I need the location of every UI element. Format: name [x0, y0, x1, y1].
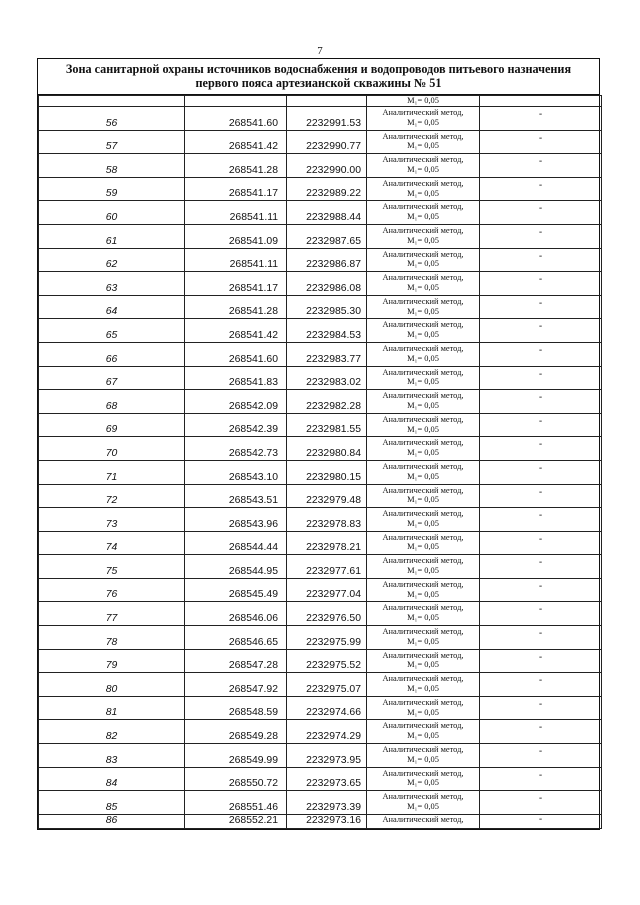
cell-method	[367, 791, 480, 815]
cell-method	[367, 484, 480, 508]
cell-coordinate-x: 268545.49	[185, 578, 287, 602]
method-accuracy: M₁= 0,05	[407, 471, 439, 481]
method-accuracy: M₁= 0,05	[407, 613, 439, 623]
method-accuracy: M₁= 0,05	[407, 164, 439, 174]
cell-note: -	[480, 390, 602, 414]
cell-point-number: 71	[39, 460, 185, 484]
cell-point-number: 64	[39, 295, 185, 319]
cell-method-continuation	[367, 96, 480, 107]
table-row	[39, 390, 602, 414]
cell-point-number: 72	[39, 484, 185, 508]
cell-method	[367, 767, 480, 791]
cell-method	[367, 413, 480, 437]
cell-note: -	[480, 649, 602, 673]
method-accuracy: M₁= 0,05	[407, 566, 439, 576]
cell-point-number: 69	[39, 413, 185, 437]
cell-coordinate-y: 2232974.29	[287, 720, 367, 744]
table-row	[39, 272, 602, 296]
cell-method	[367, 437, 480, 461]
table-row	[39, 413, 602, 437]
cell-note: -	[480, 366, 602, 390]
cell-method	[367, 342, 480, 366]
cell-empty	[287, 96, 367, 107]
cell-method	[367, 107, 480, 131]
cell-note: -	[480, 531, 602, 555]
table-row	[39, 578, 602, 602]
cell-point-number: 70	[39, 437, 185, 461]
cell-coordinate-x: 268541.60	[185, 107, 287, 131]
table-row	[39, 154, 602, 178]
cell-coordinate-x: 268541.28	[185, 154, 287, 178]
method-name: Аналитический метод,	[382, 108, 464, 117]
table-row	[39, 555, 602, 579]
cell-coordinate-y: 2232975.07	[287, 673, 367, 697]
cell-coordinate-y: 2232989.22	[287, 177, 367, 201]
cell-coordinate-y: 2232973.65	[287, 767, 367, 791]
method-name: Аналитический метод,	[382, 273, 464, 283]
method-accuracy: M₁= 0,05	[407, 188, 439, 198]
table-row	[39, 720, 602, 744]
cell-coordinate-y: 2232987.65	[287, 224, 367, 248]
method-accuracy: M₁= 0,05	[407, 707, 439, 717]
coordinates-table	[38, 95, 602, 829]
cell-method	[367, 626, 480, 650]
cell-point-number: 85	[39, 791, 185, 815]
method-name: Аналитический метод,	[382, 532, 464, 542]
method-name: Аналитический метод,	[382, 131, 464, 141]
table-row	[39, 791, 602, 815]
cell-coordinate-x: 268547.92	[185, 673, 287, 697]
cell-point-number: 57	[39, 130, 185, 154]
cell-point-number: 81	[39, 696, 185, 720]
cell-method	[367, 744, 480, 768]
method-name: Аналитический метод,	[382, 414, 464, 424]
cell-method	[367, 319, 480, 343]
cell-coordinate-x: 268541.83	[185, 366, 287, 390]
table-title-line-1: Зона санитарной охраны источников водоснабжения и водопроводов питьевого назначения	[65, 62, 572, 76]
method-accuracy: M₁= 0,05	[407, 589, 439, 599]
cell-note: -	[480, 744, 602, 768]
table-row	[39, 696, 602, 720]
cell-coordinate-y: 2232988.44	[287, 201, 367, 225]
cell-point-number: 83	[39, 744, 185, 768]
cell-point-number: 67	[39, 366, 185, 390]
cell-coordinate-y: 2232980.84	[287, 437, 367, 461]
cell-point-number: 73	[39, 508, 185, 532]
cell-point-number: 61	[39, 224, 185, 248]
cell-coordinate-x: 268544.44	[185, 531, 287, 555]
method-accuracy: M₁= 0,05	[407, 330, 439, 340]
table-row	[39, 437, 602, 461]
cell-coordinate-y: 2232973.39	[287, 791, 367, 815]
method-name: Аналитический метод,	[382, 343, 464, 353]
cell-point-number: 56	[39, 107, 185, 131]
cell-coordinate-y: 2232982.28	[287, 390, 367, 414]
cell-point-number: 74	[39, 531, 185, 555]
cell-point-number: 65	[39, 319, 185, 343]
cell-coordinate-y: 2232981.55	[287, 413, 367, 437]
cell-coordinate-x: 268541.28	[185, 295, 287, 319]
cell-coordinate-y: 2232974.66	[287, 696, 367, 720]
method-name: Аналитический метод,	[382, 202, 464, 212]
cell-coordinate-x: 268542.09	[185, 390, 287, 414]
cell-coordinate-x: 268549.99	[185, 744, 287, 768]
cell-coordinate-y: 2232983.02	[287, 366, 367, 390]
method-accuracy: M₁= 0,05	[407, 802, 439, 812]
method-name: Аналитический метод,	[382, 367, 464, 377]
method-name: Аналитический метод,	[382, 721, 464, 731]
cell-coordinate-x: 268543.96	[185, 508, 287, 532]
method-name: Аналитический метод,	[382, 249, 464, 259]
cell-coordinate-y: 2232973.16	[287, 814, 367, 828]
cell-method	[367, 390, 480, 414]
cell-note: -	[480, 224, 602, 248]
method-accuracy: M₁= 0,05	[407, 636, 439, 646]
cell-coordinate-x: 268541.42	[185, 130, 287, 154]
table-row	[39, 177, 602, 201]
method-accuracy: M₁= 0,05	[407, 353, 439, 363]
cell-point-number: 58	[39, 154, 185, 178]
page-number: 7	[317, 45, 323, 57]
method-name: Аналитический метод,	[382, 768, 464, 778]
cell-coordinate-x: 268544.95	[185, 555, 287, 579]
cell-coordinate-y: 2232986.08	[287, 272, 367, 296]
table-row	[39, 767, 602, 791]
cell-point-number: 63	[39, 272, 185, 296]
table-row	[39, 319, 602, 343]
cell-point-number: 60	[39, 201, 185, 225]
method-name: Аналитический метод,	[382, 485, 464, 495]
method-name: Аналитический метод,	[382, 814, 464, 824]
cell-note: -	[480, 460, 602, 484]
cell-method	[367, 130, 480, 154]
cell-coordinate-x: 268547.28	[185, 649, 287, 673]
cell-coordinate-y: 2232973.95	[287, 744, 367, 768]
method-accuracy: M₁= 0,05	[407, 306, 439, 316]
table-row	[39, 531, 602, 555]
cell-point-number: 78	[39, 626, 185, 650]
method-accuracy: M₁= 0,05	[407, 731, 439, 741]
cell-coordinate-x: 268543.51	[185, 484, 287, 508]
cell-empty	[39, 96, 185, 107]
method-name: Аналитический метод,	[382, 391, 464, 401]
cell-method	[367, 649, 480, 673]
table-row	[39, 107, 602, 131]
cell-note: -	[480, 413, 602, 437]
cell-point-number: 59	[39, 177, 185, 201]
table-title-line-2: первого пояса артезианской скважины № 51	[195, 76, 442, 90]
method-accuracy: M₁= 0,05	[407, 542, 439, 552]
cell-point-number: 62	[39, 248, 185, 272]
cell-note: -	[480, 130, 602, 154]
cell-coordinate-y: 2232977.61	[287, 555, 367, 579]
method-accuracy: M₁= 0,05	[407, 778, 439, 788]
cell-coordinate-x: 268552.21	[185, 814, 287, 828]
cell-note: -	[480, 201, 602, 225]
table-title	[38, 59, 599, 95]
cell-note: -	[480, 154, 602, 178]
cell-coordinate-x: 268541.11	[185, 201, 287, 225]
cell-method	[367, 531, 480, 555]
cell-method	[367, 460, 480, 484]
cell-method	[367, 696, 480, 720]
method-name: Аналитический метод,	[382, 792, 464, 802]
cell-note: -	[480, 767, 602, 791]
table-row	[39, 130, 602, 154]
cell-note: -	[480, 696, 602, 720]
cell-note: -	[480, 342, 602, 366]
cell-note: -	[480, 437, 602, 461]
cell-note: -	[480, 295, 602, 319]
cell-note: -	[480, 107, 602, 131]
table-row	[39, 201, 602, 225]
cell-note: -	[480, 673, 602, 697]
method-name: Аналитический метод,	[382, 627, 464, 637]
cell-coordinate-y: 2232975.99	[287, 626, 367, 650]
cell-coordinate-x: 268541.17	[185, 272, 287, 296]
cell-note: -	[480, 791, 602, 815]
cell-empty	[480, 96, 602, 107]
cell-coordinate-y: 2232984.53	[287, 319, 367, 343]
cell-note: -	[480, 177, 602, 201]
cell-note: -	[480, 578, 602, 602]
cell-note: -	[480, 555, 602, 579]
cell-coordinate-x: 268541.11	[185, 248, 287, 272]
cell-coordinate-y: 2232990.77	[287, 130, 367, 154]
cell-point-number: 68	[39, 390, 185, 414]
table-row	[39, 649, 602, 673]
method-name: Аналитический метод,	[382, 178, 464, 188]
table-row	[39, 248, 602, 272]
table-row-continuation	[39, 96, 602, 107]
table-row	[39, 484, 602, 508]
method-accuracy: M₁= 0,05	[407, 96, 439, 105]
table-row	[39, 744, 602, 768]
table-row	[39, 342, 602, 366]
document-table-frame	[37, 58, 600, 830]
cell-coordinate-x: 268551.46	[185, 791, 287, 815]
cell-note: -	[480, 814, 602, 828]
method-name: Аналитический метод,	[382, 438, 464, 448]
method-name: Аналитический метод,	[382, 650, 464, 660]
cell-coordinate-x: 268543.10	[185, 460, 287, 484]
method-name: Аналитический метод,	[382, 509, 464, 519]
table-row	[39, 814, 602, 828]
cell-note: -	[480, 319, 602, 343]
cell-method	[367, 295, 480, 319]
cell-note: -	[480, 508, 602, 532]
method-accuracy: M₁= 0,05	[407, 282, 439, 292]
cell-coordinate-x: 268541.09	[185, 224, 287, 248]
cell-coordinate-y: 2232975.52	[287, 649, 367, 673]
cell-coordinate-x: 268549.28	[185, 720, 287, 744]
cell-coordinate-y: 2232985.30	[287, 295, 367, 319]
method-name: Аналитический метод,	[382, 320, 464, 330]
cell-point-number: 84	[39, 767, 185, 791]
method-name: Аналитический метод,	[382, 155, 464, 165]
cell-method	[367, 578, 480, 602]
method-accuracy: M₁= 0,05	[407, 235, 439, 245]
cell-empty	[185, 96, 287, 107]
cell-coordinate-x: 268546.06	[185, 602, 287, 626]
method-accuracy: M₁= 0,05	[407, 377, 439, 387]
coordinates-table-body	[39, 96, 602, 829]
table-row	[39, 626, 602, 650]
method-name: Аналитический метод,	[382, 461, 464, 471]
cell-note: -	[480, 248, 602, 272]
cell-method	[367, 177, 480, 201]
table-row	[39, 673, 602, 697]
table-row	[39, 295, 602, 319]
cell-note: -	[480, 484, 602, 508]
cell-coordinate-y: 2232980.15	[287, 460, 367, 484]
table-row	[39, 224, 602, 248]
cell-coordinate-x: 268542.39	[185, 413, 287, 437]
cell-point-number: 66	[39, 342, 185, 366]
method-accuracy: M₁= 0,05	[407, 754, 439, 764]
cell-note: -	[480, 602, 602, 626]
method-accuracy: M₁= 0,05	[407, 117, 439, 127]
cell-coordinate-x: 268541.42	[185, 319, 287, 343]
cell-method	[367, 154, 480, 178]
method-name: Аналитический метод,	[382, 225, 464, 235]
method-accuracy: M₁= 0,05	[407, 141, 439, 151]
method-accuracy: M₁= 0,05	[407, 424, 439, 434]
cell-point-number: 77	[39, 602, 185, 626]
cell-coordinate-y: 2232991.53	[287, 107, 367, 131]
cell-method	[367, 508, 480, 532]
cell-method	[367, 555, 480, 579]
cell-method	[367, 602, 480, 626]
method-name: Аналитический метод,	[382, 296, 464, 306]
method-accuracy: M₁= 0,05	[407, 212, 439, 222]
cell-coordinate-y: 2232977.04	[287, 578, 367, 602]
cell-point-number: 82	[39, 720, 185, 744]
method-accuracy: M₁= 0,05	[407, 400, 439, 410]
cell-coordinate-y: 2232978.83	[287, 508, 367, 532]
method-accuracy: M₁= 0,05	[407, 518, 439, 528]
cell-coordinate-x: 268541.60	[185, 342, 287, 366]
method-accuracy: M₁= 0,05	[407, 259, 439, 269]
method-name: Аналитический метод,	[382, 674, 464, 684]
method-accuracy: M₁= 0,05	[407, 495, 439, 505]
cell-note: -	[480, 272, 602, 296]
method-name: Аналитический метод,	[382, 603, 464, 613]
cell-method	[367, 673, 480, 697]
cell-coordinate-x: 268541.17	[185, 177, 287, 201]
cell-point-number: 76	[39, 578, 185, 602]
table-row	[39, 508, 602, 532]
cell-coordinate-y: 2232979.48	[287, 484, 367, 508]
cell-point-number: 79	[39, 649, 185, 673]
cell-method	[367, 272, 480, 296]
cell-coordinate-x: 268550.72	[185, 767, 287, 791]
cell-coordinate-x: 268542.73	[185, 437, 287, 461]
table-row	[39, 602, 602, 626]
cell-note: -	[480, 626, 602, 650]
cell-note: -	[480, 720, 602, 744]
method-accuracy: M₁= 0,05	[407, 448, 439, 458]
cell-coordinate-y: 2232986.87	[287, 248, 367, 272]
cell-coordinate-y: 2232983.77	[287, 342, 367, 366]
cell-coordinate-x: 268546.65	[185, 626, 287, 650]
cell-coordinate-x: 268548.59	[185, 696, 287, 720]
cell-point-number: 75	[39, 555, 185, 579]
cell-method	[367, 248, 480, 272]
method-accuracy: M₁= 0,05	[407, 684, 439, 694]
cell-method	[367, 201, 480, 225]
cell-method	[367, 814, 480, 828]
method-name: Аналитический метод,	[382, 579, 464, 589]
method-name: Аналитический метод,	[382, 745, 464, 755]
table-row	[39, 460, 602, 484]
method-name: Аналитический метод,	[382, 556, 464, 566]
cell-method	[367, 224, 480, 248]
cell-point-number: 86	[39, 814, 185, 828]
cell-point-number: 80	[39, 673, 185, 697]
cell-coordinate-y: 2232978.21	[287, 531, 367, 555]
method-accuracy: M₁= 0,05	[407, 660, 439, 670]
cell-method	[367, 720, 480, 744]
method-name: Аналитический метод,	[382, 697, 464, 707]
table-row	[39, 366, 602, 390]
cell-coordinate-y: 2232990.00	[287, 154, 367, 178]
cell-coordinate-y: 2232976.50	[287, 602, 367, 626]
cell-method	[367, 366, 480, 390]
